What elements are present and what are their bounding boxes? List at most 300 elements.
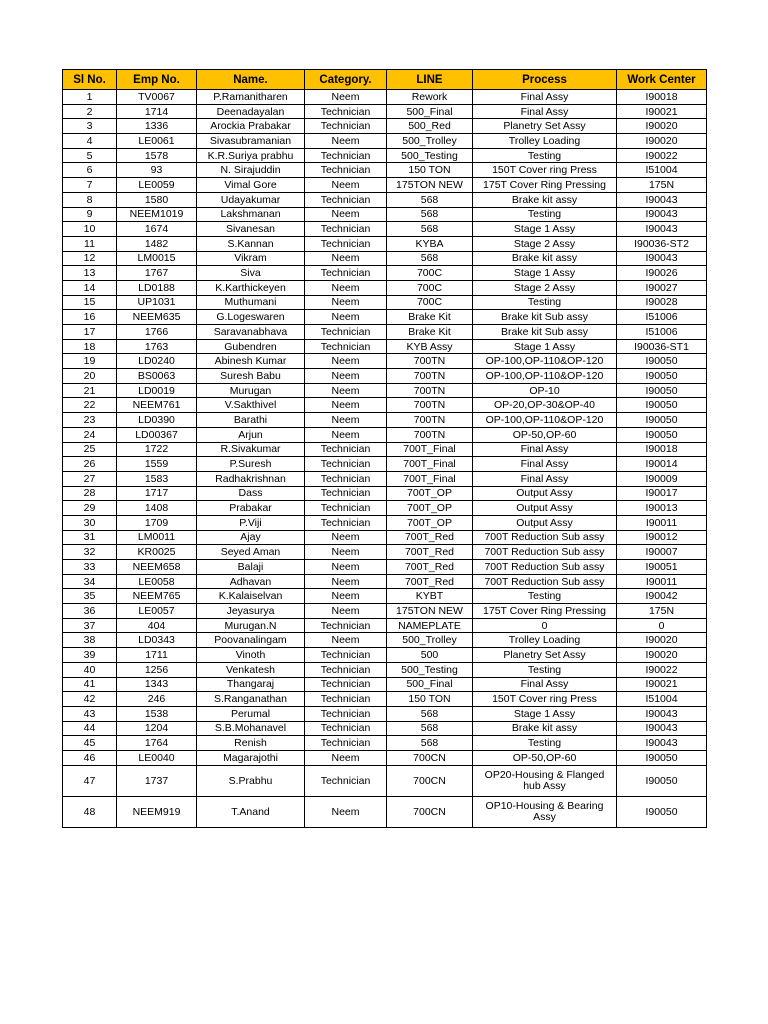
cell-work-center: I90050 [617,796,707,827]
cell-category: Neem [305,178,387,193]
cell-name: R.Sivakumar [197,442,305,457]
cell-work-center: I90050 [617,383,707,398]
cell-category: Neem [305,604,387,619]
cell-sl-no: 2 [63,104,117,119]
cell-name: Perumal [197,706,305,721]
cell-name: S.Prabhu [197,765,305,796]
cell-category: Neem [305,369,387,384]
cell-emp-no: LE0061 [117,134,197,149]
cell-process: OP-100,OP-110&OP-120 [473,413,617,428]
cell-name: Magarajothi [197,750,305,765]
cell-process: OP20-Housing & Flanged hub Assy [473,765,617,796]
cell-line: 700TN [387,398,473,413]
cell-work-center: I90009 [617,471,707,486]
cell-emp-no: 1674 [117,222,197,237]
cell-category: Technician [305,501,387,516]
cell-sl-no: 43 [63,706,117,721]
cell-line: 700T_OP [387,515,473,530]
cell-category: Technician [305,222,387,237]
table-row [63,442,707,457]
cell-emp-no: 1559 [117,457,197,472]
table-row [63,515,707,530]
cell-process: Trolley Loading [473,134,617,149]
cell-work-center: I90011 [617,574,707,589]
table-row [63,339,707,354]
cell-sl-no: 35 [63,589,117,604]
cell-name: Venkatesh [197,662,305,677]
cell-work-center: I90043 [617,207,707,222]
cell-category: Neem [305,354,387,369]
cell-line: 700TN [387,413,473,428]
table-row [63,413,707,428]
cell-work-center: I90050 [617,765,707,796]
table-row [63,178,707,193]
cell-name: S.Ranganathan [197,692,305,707]
cell-sl-no: 4 [63,134,117,149]
cell-emp-no: 1711 [117,648,197,663]
cell-emp-no: 1580 [117,192,197,207]
cell-line: 700T_Final [387,471,473,486]
cell-process: Stage 2 Assy [473,280,617,295]
cell-process: 0 [473,618,617,633]
table-row [63,207,707,222]
cell-name: Arjun [197,427,305,442]
cell-emp-no: LM0015 [117,251,197,266]
cell-process: Brake kit assy [473,251,617,266]
cell-sl-no: 27 [63,471,117,486]
table-row [63,457,707,472]
cell-category: Neem [305,310,387,325]
cell-process: Final Assy [473,104,617,119]
cell-category: Technician [305,457,387,472]
cell-emp-no: 1722 [117,442,197,457]
cell-sl-no: 22 [63,398,117,413]
cell-work-center: I90022 [617,662,707,677]
cell-emp-no: 1583 [117,471,197,486]
cell-name: V.Sakthivel [197,398,305,413]
cell-category: Neem [305,750,387,765]
cell-process: 700T Reduction Sub assy [473,574,617,589]
cell-category: Technician [305,192,387,207]
cell-name: Thangaraj [197,677,305,692]
cell-emp-no: NEEM658 [117,560,197,575]
table-row [63,310,707,325]
cell-sl-no: 6 [63,163,117,178]
cell-line: 700CN [387,796,473,827]
table-row [63,574,707,589]
cell-process: OP10-Housing & Bearing Assy [473,796,617,827]
table-row [63,648,707,663]
cell-work-center: I90018 [617,442,707,457]
cell-process: Trolley Loading [473,633,617,648]
cell-process: Final Assy [473,457,617,472]
cell-work-center: 175N [617,178,707,193]
cell-process: Planetry Set Assy [473,648,617,663]
cell-emp-no: 1767 [117,266,197,281]
cell-line: 700C [387,280,473,295]
cell-work-center: I90050 [617,750,707,765]
cell-sl-no: 30 [63,515,117,530]
cell-category: Technician [305,648,387,663]
cell-name: Ajay [197,530,305,545]
cell-sl-no: 48 [63,796,117,827]
cell-line: 150 TON [387,692,473,707]
cell-category: Technician [305,721,387,736]
cell-emp-no: 1737 [117,765,197,796]
cell-work-center: I90021 [617,677,707,692]
cell-sl-no: 1 [63,90,117,105]
cell-work-center: I90050 [617,413,707,428]
cell-work-center: I90028 [617,295,707,310]
cell-work-center: 175N [617,604,707,619]
cell-line: 500 [387,648,473,663]
cell-process: Stage 2 Assy [473,236,617,251]
cell-emp-no: LD0390 [117,413,197,428]
cell-emp-no: 1408 [117,501,197,516]
cell-name: G.Logeswaren [197,310,305,325]
cell-process: Brake kit Sub assy [473,310,617,325]
cell-name: Saravanabhava [197,325,305,340]
header-category: Category. [305,70,387,90]
table-row [63,662,707,677]
cell-emp-no: LD0343 [117,633,197,648]
table-row [63,104,707,119]
cell-line: 175TON NEW [387,178,473,193]
cell-name: Vinoth [197,648,305,663]
cell-name: Radhakrishnan [197,471,305,486]
cell-process: OP-20,OP-30&OP-40 [473,398,617,413]
cell-process: Testing [473,589,617,604]
cell-category: Technician [305,119,387,134]
table-body [63,90,707,828]
cell-emp-no: 1256 [117,662,197,677]
cell-category: Neem [305,398,387,413]
cell-emp-no: LE0058 [117,574,197,589]
table-row [63,706,707,721]
cell-work-center: I90043 [617,222,707,237]
cell-work-center: I90043 [617,706,707,721]
cell-process: OP-10 [473,383,617,398]
cell-sl-no: 47 [63,765,117,796]
cell-line: 568 [387,736,473,751]
cell-sl-no: 3 [63,119,117,134]
cell-line: Brake Kit [387,310,473,325]
cell-category: Technician [305,515,387,530]
cell-category: Neem [305,427,387,442]
cell-name: K.R.Suriya prabhu [197,148,305,163]
cell-emp-no: UP1031 [117,295,197,310]
cell-work-center: I90020 [617,648,707,663]
cell-sl-no: 29 [63,501,117,516]
cell-line: 568 [387,192,473,207]
table-row [63,236,707,251]
cell-emp-no: BS0063 [117,369,197,384]
cell-emp-no: LD00367 [117,427,197,442]
table-row [63,325,707,340]
cell-category: Neem [305,251,387,266]
cell-emp-no: LD0188 [117,280,197,295]
cell-name: N. Sirajuddin [197,163,305,178]
cell-emp-no: 1714 [117,104,197,119]
cell-name: Suresh Babu [197,369,305,384]
cell-process: Testing [473,736,617,751]
table-row [63,354,707,369]
cell-name: Sivanesan [197,222,305,237]
cell-work-center: I90022 [617,148,707,163]
table-row [63,677,707,692]
cell-name: Murugan.N [197,618,305,633]
cell-work-center: 0 [617,618,707,633]
cell-work-center: I90036-ST1 [617,339,707,354]
cell-category: Technician [305,148,387,163]
cell-emp-no: LE0057 [117,604,197,619]
cell-sl-no: 14 [63,280,117,295]
cell-process: OP-100,OP-110&OP-120 [473,354,617,369]
header-sl-no: Sl No. [63,70,117,90]
cell-emp-no: TV0067 [117,90,197,105]
cell-line: 700TN [387,383,473,398]
table-row [63,618,707,633]
cell-process: Final Assy [473,442,617,457]
cell-work-center: I90051 [617,560,707,575]
cell-sl-no: 18 [63,339,117,354]
cell-name: Prabakar [197,501,305,516]
cell-emp-no: 1538 [117,706,197,721]
cell-line: 175TON NEW [387,604,473,619]
cell-line: 500_Testing [387,662,473,677]
cell-sl-no: 46 [63,750,117,765]
table-row [63,90,707,105]
cell-process: 150T Cover ring Press [473,692,617,707]
cell-emp-no: NEEM1019 [117,207,197,222]
cell-process: Output Assy [473,501,617,516]
cell-name: Deenadayalan [197,104,305,119]
cell-sl-no: 26 [63,457,117,472]
cell-sl-no: 9 [63,207,117,222]
cell-sl-no: 20 [63,369,117,384]
header-work-center: Work Center [617,70,707,90]
cell-emp-no: 246 [117,692,197,707]
table-row [63,486,707,501]
cell-process: Stage 1 Assy [473,339,617,354]
cell-line: 700CN [387,765,473,796]
header-name: Name. [197,70,305,90]
table-row [63,222,707,237]
cell-line: Rework [387,90,473,105]
cell-sl-no: 31 [63,530,117,545]
cell-emp-no: KR0025 [117,545,197,560]
cell-process: OP-50,OP-60 [473,750,617,765]
cell-name: T.Anand [197,796,305,827]
cell-work-center: I90042 [617,589,707,604]
cell-category: Neem [305,589,387,604]
header-process: Process [473,70,617,90]
cell-emp-no: 404 [117,618,197,633]
table-row [63,633,707,648]
cell-name: Abinesh Kumar [197,354,305,369]
cell-category: Technician [305,692,387,707]
cell-process: 150T Cover ring Press [473,163,617,178]
cell-line: 700T_Final [387,457,473,472]
cell-emp-no: 93 [117,163,197,178]
table-row [63,280,707,295]
cell-work-center: I90020 [617,119,707,134]
cell-sl-no: 15 [63,295,117,310]
table-row [63,251,707,266]
cell-name: S.Kannan [197,236,305,251]
table-row [63,545,707,560]
cell-sl-no: 32 [63,545,117,560]
cell-name: Poovanalingam [197,633,305,648]
cell-name: K.Karthickeyen [197,280,305,295]
cell-line: 700CN [387,750,473,765]
cell-sl-no: 8 [63,192,117,207]
cell-work-center: I90036-ST2 [617,236,707,251]
cell-work-center: I90043 [617,721,707,736]
cell-emp-no: NEEM919 [117,796,197,827]
cell-work-center: I90014 [617,457,707,472]
table-row [63,560,707,575]
cell-line: 568 [387,251,473,266]
cell-sl-no: 16 [63,310,117,325]
cell-name: Lakshmanan [197,207,305,222]
cell-name: P.Ramanitharen [197,90,305,105]
cell-process: Testing [473,148,617,163]
cell-emp-no: 1578 [117,148,197,163]
cell-line: KYBT [387,589,473,604]
cell-name: Renish [197,736,305,751]
table-row [63,134,707,149]
table-row [63,736,707,751]
cell-line: NAMEPLATE [387,618,473,633]
cell-work-center: I90043 [617,251,707,266]
cell-line: 568 [387,222,473,237]
cell-line: 700TN [387,427,473,442]
table-row [63,192,707,207]
cell-line: 150 TON [387,163,473,178]
cell-line: 500_Testing [387,148,473,163]
cell-line: 568 [387,721,473,736]
cell-work-center: I90011 [617,515,707,530]
table-row [63,427,707,442]
cell-process: 175T Cover Ring Pressing [473,178,617,193]
cell-sl-no: 11 [63,236,117,251]
cell-sl-no: 38 [63,633,117,648]
cell-sl-no: 19 [63,354,117,369]
cell-category: Neem [305,560,387,575]
table-row [63,471,707,486]
header-row [63,70,707,90]
cell-category: Neem [305,90,387,105]
cell-sl-no: 36 [63,604,117,619]
cell-name: Sivasubramanian [197,134,305,149]
cell-emp-no: 1766 [117,325,197,340]
cell-line: 700T_Final [387,442,473,457]
cell-process: OP-50,OP-60 [473,427,617,442]
cell-emp-no: NEEM635 [117,310,197,325]
cell-sl-no: 25 [63,442,117,457]
cell-process: Brake kit assy [473,721,617,736]
cell-process: Stage 1 Assy [473,266,617,281]
cell-name: S.B.Mohanavel [197,721,305,736]
cell-category: Neem [305,574,387,589]
cell-line: 700T_Red [387,574,473,589]
cell-emp-no: 1343 [117,677,197,692]
cell-sl-no: 45 [63,736,117,751]
table-row [63,750,707,765]
cell-category: Technician [305,618,387,633]
cell-line: 568 [387,207,473,222]
cell-category: Technician [305,486,387,501]
cell-name: Siva [197,266,305,281]
cell-category: Neem [305,796,387,827]
cell-emp-no: 1482 [117,236,197,251]
cell-category: Neem [305,134,387,149]
cell-name: Adhavan [197,574,305,589]
cell-line: 500_Trolley [387,633,473,648]
cell-process: Output Assy [473,486,617,501]
cell-work-center: I90013 [617,501,707,516]
cell-work-center: I51006 [617,310,707,325]
table-row [63,796,707,827]
cell-process: Planetry Set Assy [473,119,617,134]
table-row [63,589,707,604]
cell-line: 700TN [387,354,473,369]
cell-category: Neem [305,383,387,398]
cell-name: Gubendren [197,339,305,354]
cell-sl-no: 28 [63,486,117,501]
cell-emp-no: 1336 [117,119,197,134]
cell-line: 700C [387,295,473,310]
table-row [63,501,707,516]
cell-process: 700T Reduction Sub assy [473,530,617,545]
cell-name: K.Kalaiselvan [197,589,305,604]
cell-process: 700T Reduction Sub assy [473,545,617,560]
cell-process: Stage 1 Assy [473,222,617,237]
cell-category: Neem [305,280,387,295]
cell-emp-no: NEEM765 [117,589,197,604]
table-row [63,383,707,398]
cell-work-center: I51004 [617,163,707,178]
cell-name: Balaji [197,560,305,575]
cell-emp-no: 1763 [117,339,197,354]
cell-line: 700T_Red [387,545,473,560]
cell-emp-no: LD0240 [117,354,197,369]
table-row [63,765,707,796]
cell-process: Final Assy [473,90,617,105]
cell-category: Technician [305,736,387,751]
cell-emp-no: LE0059 [117,178,197,193]
cell-work-center: I90050 [617,427,707,442]
cell-sl-no: 44 [63,721,117,736]
cell-category: Technician [305,471,387,486]
cell-sl-no: 37 [63,618,117,633]
cell-name: Arockia Prabakar [197,119,305,134]
cell-work-center: I90026 [617,266,707,281]
cell-sl-no: 10 [63,222,117,237]
cell-work-center: I90043 [617,192,707,207]
cell-process: Testing [473,662,617,677]
cell-emp-no: 1709 [117,515,197,530]
cell-sl-no: 40 [63,662,117,677]
cell-sl-no: 17 [63,325,117,340]
cell-work-center: I90021 [617,104,707,119]
table-row [63,604,707,619]
cell-line: 700T_Red [387,560,473,575]
cell-sl-no: 13 [63,266,117,281]
table-row [63,530,707,545]
cell-line: KYBA [387,236,473,251]
